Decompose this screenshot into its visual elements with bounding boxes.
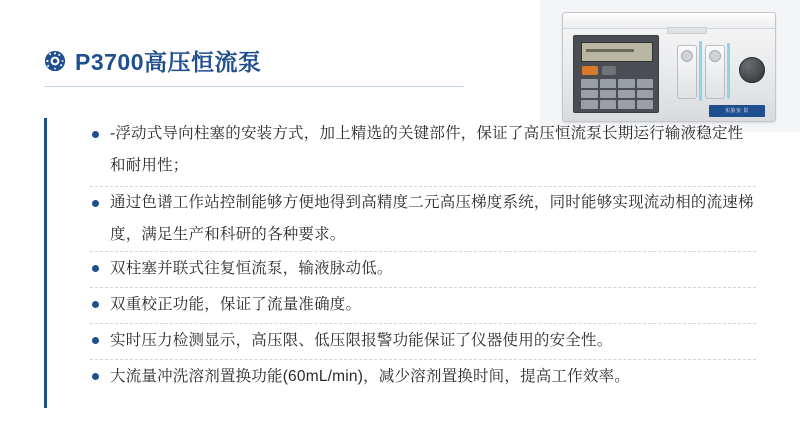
page-title-text: P3700高压恒流泵 <box>75 49 262 75</box>
feature-list <box>90 118 756 396</box>
feature-text: 通过色谱工作站控制能够方便地得到高精度二元高压梯度系统，同时能够实现流动相的流速梯度，满足生产和科研的各种要求。 <box>110 194 754 243</box>
keypad-key <box>581 100 598 109</box>
keypad-key <box>600 79 617 88</box>
keypad-key <box>581 90 598 99</box>
bullet-icon <box>92 131 99 138</box>
keypad-key <box>618 90 635 99</box>
pressure-knob <box>739 57 765 83</box>
list-item <box>90 187 756 252</box>
product-photo <box>540 0 800 132</box>
keypad-key <box>637 79 654 88</box>
list-item <box>90 324 756 360</box>
bullet-icon <box>92 301 99 308</box>
bullet-icon <box>92 337 99 344</box>
control-panel <box>573 35 659 113</box>
feature-text: -浮动式导向柱塞的安装方式，加上精选的关键部件，保证了高压恒流泵长期运行输液稳定性和耐用性； <box>110 125 744 174</box>
keypad-key <box>637 100 654 109</box>
pump-head-right <box>705 45 725 99</box>
keypad-key <box>618 79 635 88</box>
brand-label <box>667 27 707 34</box>
fluid-tube <box>727 43 730 99</box>
pump-chassis <box>562 12 776 122</box>
pump-head-cap <box>681 50 693 62</box>
gear-icon <box>44 50 66 72</box>
gray-button <box>602 66 616 75</box>
title-divider <box>44 86 464 87</box>
feature-text: 大流量冲洗溶剂置换功能(60mL/min)，减少溶剂置换时间，提高工作效率。 <box>110 368 630 385</box>
keypad-key <box>581 79 598 88</box>
list-item <box>90 360 756 396</box>
features-section <box>44 118 756 396</box>
lcd-text-line <box>586 49 634 52</box>
keypad-key <box>600 90 617 99</box>
pump-head-assembly <box>675 39 733 107</box>
keypad-key <box>637 90 654 99</box>
keypad <box>581 79 653 109</box>
list-item <box>90 252 756 288</box>
pump-head-cap <box>709 50 721 62</box>
product-badge-text: 实验室 泵 <box>725 108 749 114</box>
bullet-icon <box>92 373 99 380</box>
page-title <box>44 44 262 77</box>
fluid-tube <box>699 41 702 101</box>
feature-text: 实时压力检测显示，高压限、低压限报警功能保证了仪器使用的安全性。 <box>110 332 613 349</box>
lcd-display <box>581 42 653 62</box>
list-item <box>90 118 756 187</box>
keypad-key <box>600 100 617 109</box>
list-item <box>90 288 756 324</box>
product-badge <box>709 105 765 117</box>
feature-text: 双柱塞并联式往复恒流泵，输液脉动低。 <box>110 260 393 277</box>
keypad-key <box>618 100 635 109</box>
bullet-icon <box>92 265 99 272</box>
pump-head-left <box>677 45 697 99</box>
bullet-icon <box>92 200 99 207</box>
orange-button <box>582 66 598 75</box>
accent-bar <box>44 118 47 408</box>
feature-text: 双重校正功能，保证了流量准确度。 <box>110 296 362 313</box>
